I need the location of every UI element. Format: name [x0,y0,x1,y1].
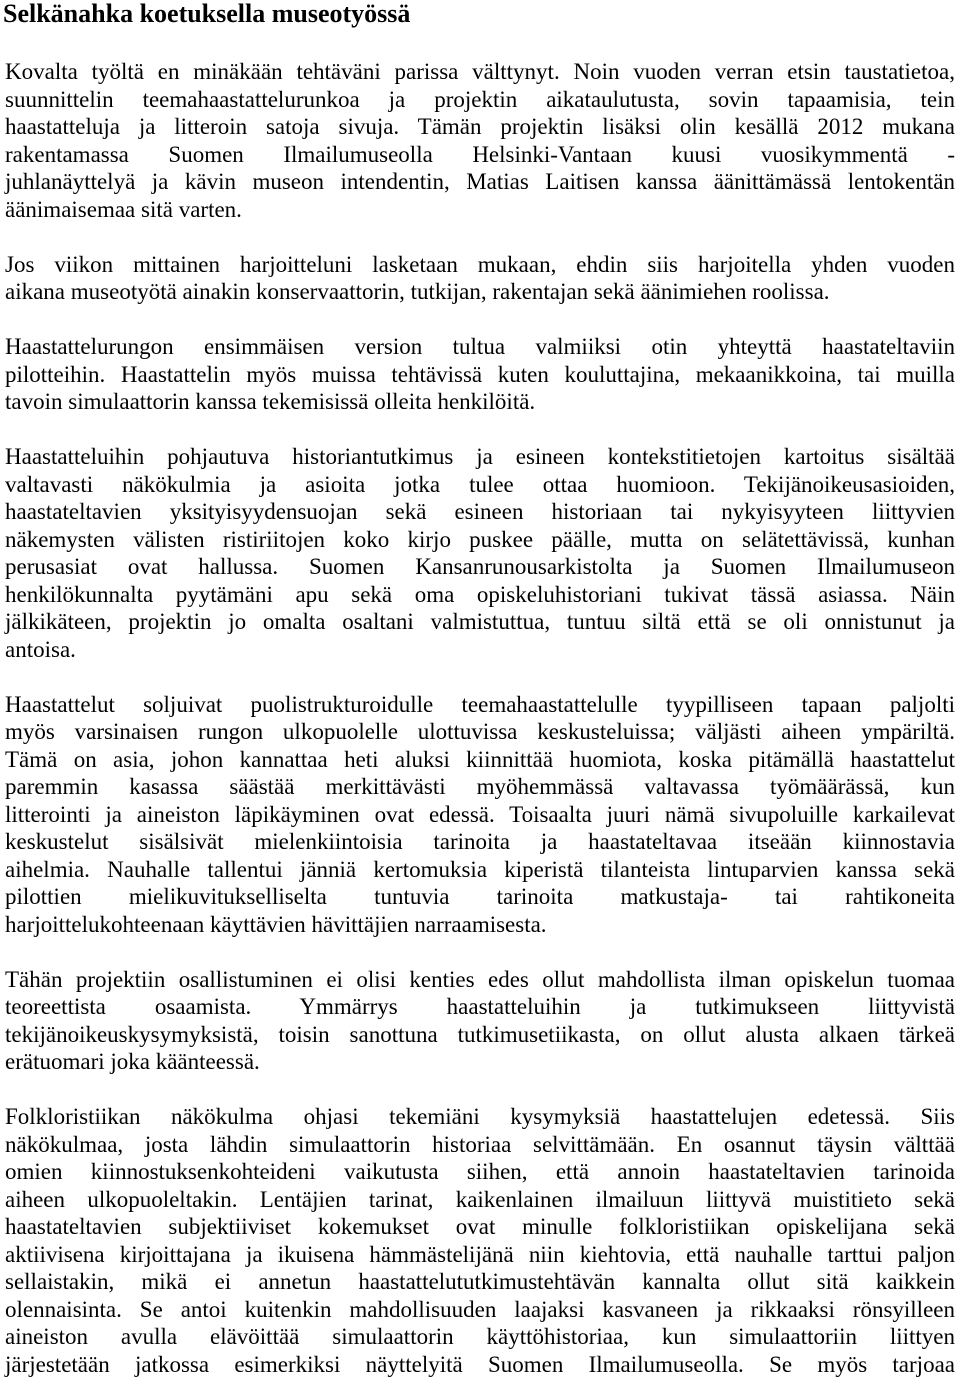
text-line: haastateltavien yksityisyydensuojan sekä esineen historiaan tai nykyisyyteen liittyvien [5,499,955,524]
text-line: Haastatteluihin pohjautuva historiantutkimus ja esineen kontekstitietojen kartoitus sisältää [5,444,955,469]
text-line: jälkikäteen, projektin jo omalta osaltani valmistuttua, tuntuu siltä että se oli onnistunut ja [5,609,955,634]
text-line: pilotteihin. Haastattelin myös muissa tehtävissä kuten kouluttajina, mekaanikkoina, tai muilla [5,361,955,387]
paragraph-3 [5,333,955,416]
text-line: perusasiat ovat hallussa. Suomen Kansanrunousarkistolta ja Suomen Ilmailumuseon [5,554,955,579]
text-line: haastatteluja ja litteroin satoja sivuja. Tämän projektin lisäksi olin kesällä 2012 mukana [5,114,955,139]
text-line: harjoittelukohteenaan käyttävien hävittäjien narraamisesta. [5,911,547,937]
text-line: järjestetään jatkossa esimerkiksi näyttelyitä Suomen Ilmailumuseolla. Se myös tarjoaa [5,1351,955,1377]
document-page [5,0,955,1378]
paragraph-4 [5,443,955,663]
text-line: aiheen ulkopuoleltakin. Lentäjien tarinat, kaikenlainen ilmailuun liittyvä muistitieto sekä [5,1186,955,1212]
text-line: paremmin kasassa säästää merkittävästi myöhemmässä valtavassa työmäärässä, kun [5,774,955,799]
text-line: juhlanäyttelyä ja kävin museon intendentin, Matias Laitisen kanssa äänittämässä lentokentän [5,169,955,194]
text-line: keskustelut sisälsivät mielenkiintoisia tarinoita ja haastateltavaa itseään kiinnostavia [5,829,955,854]
text-line: Haastattelurungon ensimmäisen version tultua valmiiksi otin yhteyttä haastateltaviin [5,334,955,359]
text-line: Tähän projektiin osallistuminen ei olisi kenties edes ollut mahdollista ilman opiskelun tuomaa [5,966,955,992]
text-line: litterointi ja aineiston läpikäyminen ovat edessä. Toisaalta juuri nämä sivupoluille karkailevat [5,801,955,827]
text-line: teoreettista osaamista. Ymmärrys haastatteluihin ja tutkimukseen liittyvistä [5,994,955,1019]
text-line: rakentamassa Suomen Ilmailumuseolla Helsinki-Vantaan kuusi vuosikymmentä - [5,141,955,167]
text-line: valtavasti näkökulmia ja asioita jotka tulee ottaa huomioon. Tekijänoikeusasioiden, [5,471,955,497]
text-line: Kovalta työltä en minäkään tehtäväni parissa välttynyt. Noin vuoden verran etsin taustatietoa, [5,59,955,84]
text-line: Jos viikon mittainen harjoitteluni lasketaan mukaan, ehdin siis harjoitella yhden vuoden [5,251,955,277]
paragraph-1 [5,58,955,223]
text-line: Haastattelut soljuivat puolistrukturoidulle teemahaastattelulle tyypilliseen tapaan paljolti [5,691,955,717]
text-line: sellaistakin, mikä ei annetun haastattelututkimustehtävän kannalta ollut sitä kaikkein [5,1269,955,1294]
text-line: näkökulmaa, josta lähdin simulaattorin historiaa selvittämään. En osannut täysin välttää [5,1131,955,1157]
text-line: antoisa. [5,636,76,662]
text-line: aineiston avulla elävöittää simulaattorin käyttöhistoriaa, kun simulaattoriin liittyen [5,1324,955,1349]
paragraph-7 [5,1103,955,1378]
text-line: Folkloristiikan näkökulma ohjasi tekemiäni kysymyksiä haastattelujen edetessä. Siis [5,1104,955,1129]
text-line: aktiivisena kirjoittajana ja ikuisena hämmästelijänä niin kiehtovia, että nauhalle tarttui paljon [5,1241,955,1267]
text-line: tekijänoikeuskysymyksistä, toisin sanottuna tutkimusetiikasta, on ollut alusta alkaen tärkeä [5,1021,955,1047]
text-line: tavoin simulaattorin kanssa tekemisissä olleita henkilöitä. [5,389,536,414]
text-line: äänimaisemaa sitä varten. [5,196,242,222]
text-line: haastateltavien subjektiiviset kokemukset ovat minulle folkloristiikan opiskelijana sekä [5,1214,955,1239]
text-line: suunnittelin teemahaastattelurunkoa ja projektin aikataulutusta, sovin tapaamisia, tein [5,86,955,112]
paragraph-2 [5,251,955,306]
paragraph-5 [5,691,955,939]
text-line: henkilökunnalta pyytämäni apu sekä oma opiskeluhistoriani tukivat tässä asiassa. Näin [5,581,955,607]
text-line: olennaisinta. Se antoi kuitenkin mahdollisuuden laajaksi kasvaneen ja rikkaaksi rönsyilleen [5,1296,955,1322]
paragraph-6 [5,966,955,1076]
text-line: pilottien mielikuvitukselliselta tuntuvia tarinoita matkustaja- tai rahtikoneita [5,884,955,909]
text-line: näkemysten välisten ristiriitojen koko kirjo puskee päälle, mutta on selätettävissä, kunhan [5,526,955,552]
text-line: aikana museotyötä ainakin konservaattorin, tutkijan, rakentajan sekä äänimiehen roolissa. [5,279,830,304]
text-line: erätuomari joka käänteessä. [5,1049,260,1074]
text-line: Tämä on asia, johon kannattaa heti aluksi kiinnittää huomiota, koska pitämällä haastattelut [5,746,955,772]
document-title: Selkänahka koetuksella museotyössä [3,0,411,28]
text-line: myös varsinaisen rungon ulkopuolelle ulottuvissa keskusteluissa; väljästi aiheen ympäriltä. [5,719,955,744]
text-line: omien kiinnostuksenkohteideni vaikutusta siihen, että annoin haastateltavien tarinoida [5,1159,955,1184]
text-line: aihelmia. Nauhalle tallentui jänniä kertomuksia kiperistä tilanteista lintuparvien kanssa sekä [5,856,955,882]
